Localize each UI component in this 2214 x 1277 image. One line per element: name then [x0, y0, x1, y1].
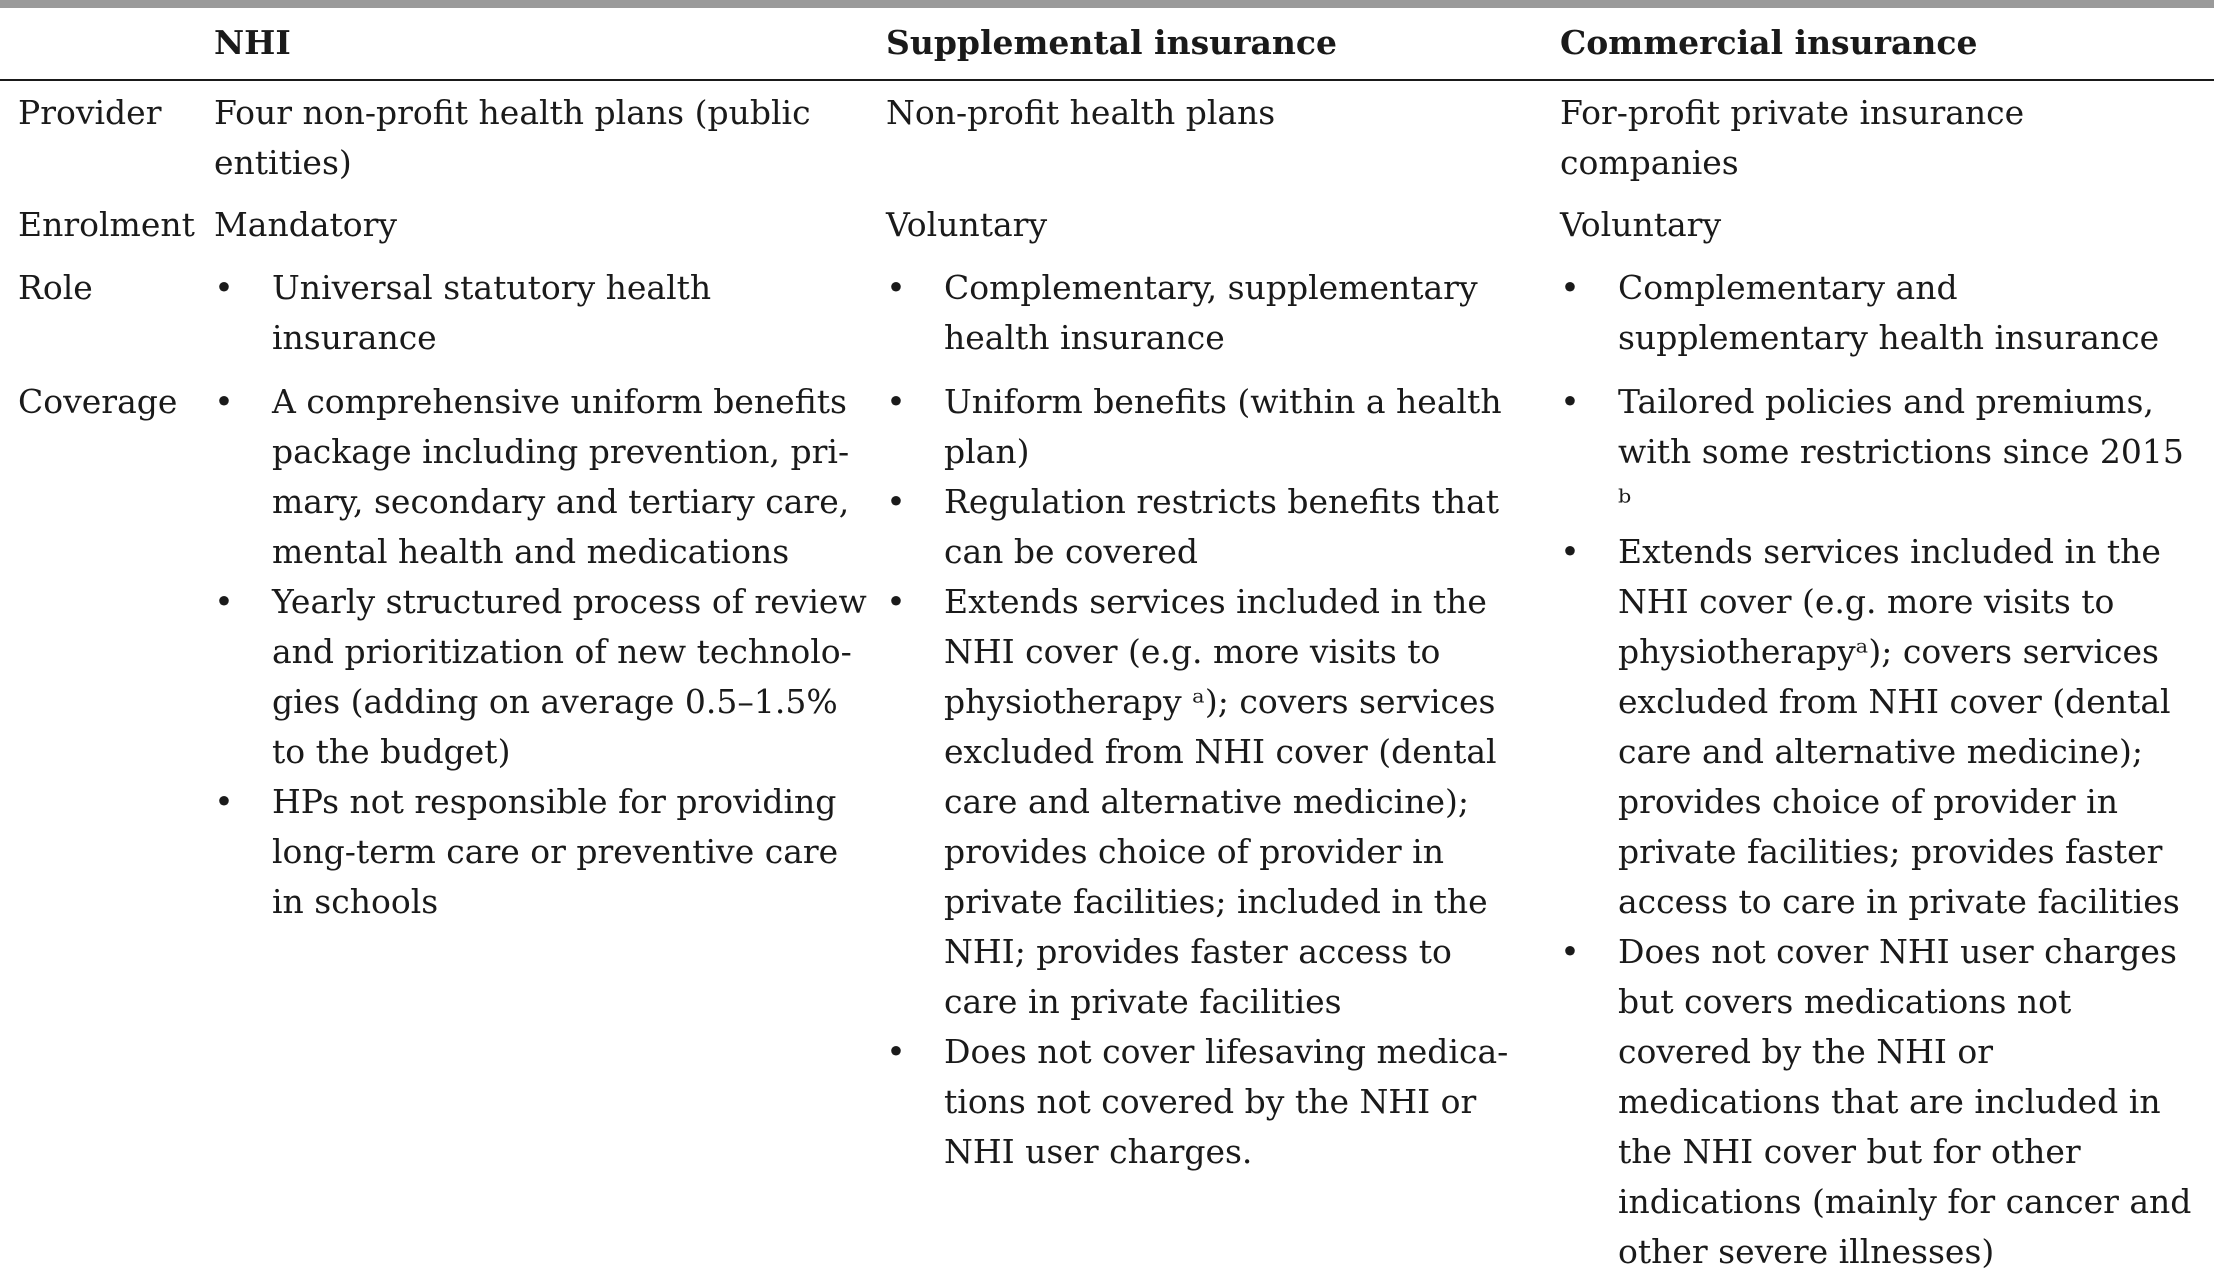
row-label-role: Role [18, 268, 93, 307]
role-nhi [214, 263, 874, 363]
coverage-supplemental-item: • Uniform benefits (within a health plan) [886, 377, 1514, 477]
header-supplemental: Supplemental insurance [886, 23, 1338, 62]
provider-supplemental: Non-profit health plans [886, 93, 1276, 132]
coverage-nhi-item: • A comprehensive uniform benefits package including prevention, primary, secondary and tertiary care, mental health and medications [214, 377, 874, 577]
enrolment-commercial: Voluntary [1560, 205, 1722, 244]
enrolment-nhi: Mandatory [214, 205, 398, 244]
role-supplemental [886, 263, 1514, 363]
coverage-commercial [1560, 377, 2200, 1277]
header-nhi: NHI [214, 23, 291, 62]
provider-commercial: For-profit private insurance companies [1560, 93, 2025, 182]
coverage-commercial-item: • Does not cover NHI user charges but covers medications not covered by the NHI or medications that are included in the NHI cover but for other indications (mainly for cancer and other severe illnesses) [1560, 927, 2200, 1277]
coverage-supplemental-item: • Does not cover lifesaving medications not covered by the NHI or NHI user charges. [886, 1027, 1514, 1177]
coverage-commercial-item: • Tailored policies and premiums, with some restrictions since 2015 ᵇ [1560, 377, 2200, 527]
coverage-nhi [214, 377, 874, 927]
row-label-coverage: Coverage [18, 382, 178, 421]
top-border [0, 0, 2214, 8]
header-rule [0, 79, 2214, 81]
coverage-commercial-item: • Extends services included in the NHI cover (e.g. more visits to physiotherapyᵃ); covers services excluded from NHI cover (dental care and alternative medicine); provides choice of provider in private facilities; provides faster access to care in private facilities [1560, 527, 2200, 927]
header-commercial: Commercial insurance [1560, 23, 1978, 62]
role-commercial-item: • Complementary and supplementary health insurance [1560, 263, 2200, 363]
coverage-supplemental [886, 377, 1514, 1177]
provider-nhi: Four non-profit health plans (public entities) [214, 93, 811, 182]
row-label-enrolment: Enrolment [18, 205, 195, 244]
coverage-supplemental-item: • Extends services included in the NHI cover (e.g. more visits to physiotherapy ᵃ); covers services excluded from NHI cover (dental care and alternative medicine); provides choice of provider in private facilities; included in the NHI; provides faster access to care in private facilities [886, 577, 1514, 1027]
role-supplemental-item: • Complementary, supplementary health insurance [886, 263, 1514, 363]
role-nhi-item: • Universal statutory health insurance [214, 263, 874, 363]
role-commercial [1560, 263, 2200, 363]
coverage-nhi-item: • HPs not responsible for providing long-term care or preventive care in schools [214, 777, 874, 927]
row-label-provider: Provider [18, 93, 162, 132]
enrolment-supplemental: Voluntary [886, 205, 1048, 244]
coverage-supplemental-item: • Regulation restricts benefits that can be covered [886, 477, 1514, 577]
coverage-nhi-item: • Yearly structured process of review and prioritization of new technologies (adding on average 0.5–1.5% to the budget) [214, 577, 874, 777]
